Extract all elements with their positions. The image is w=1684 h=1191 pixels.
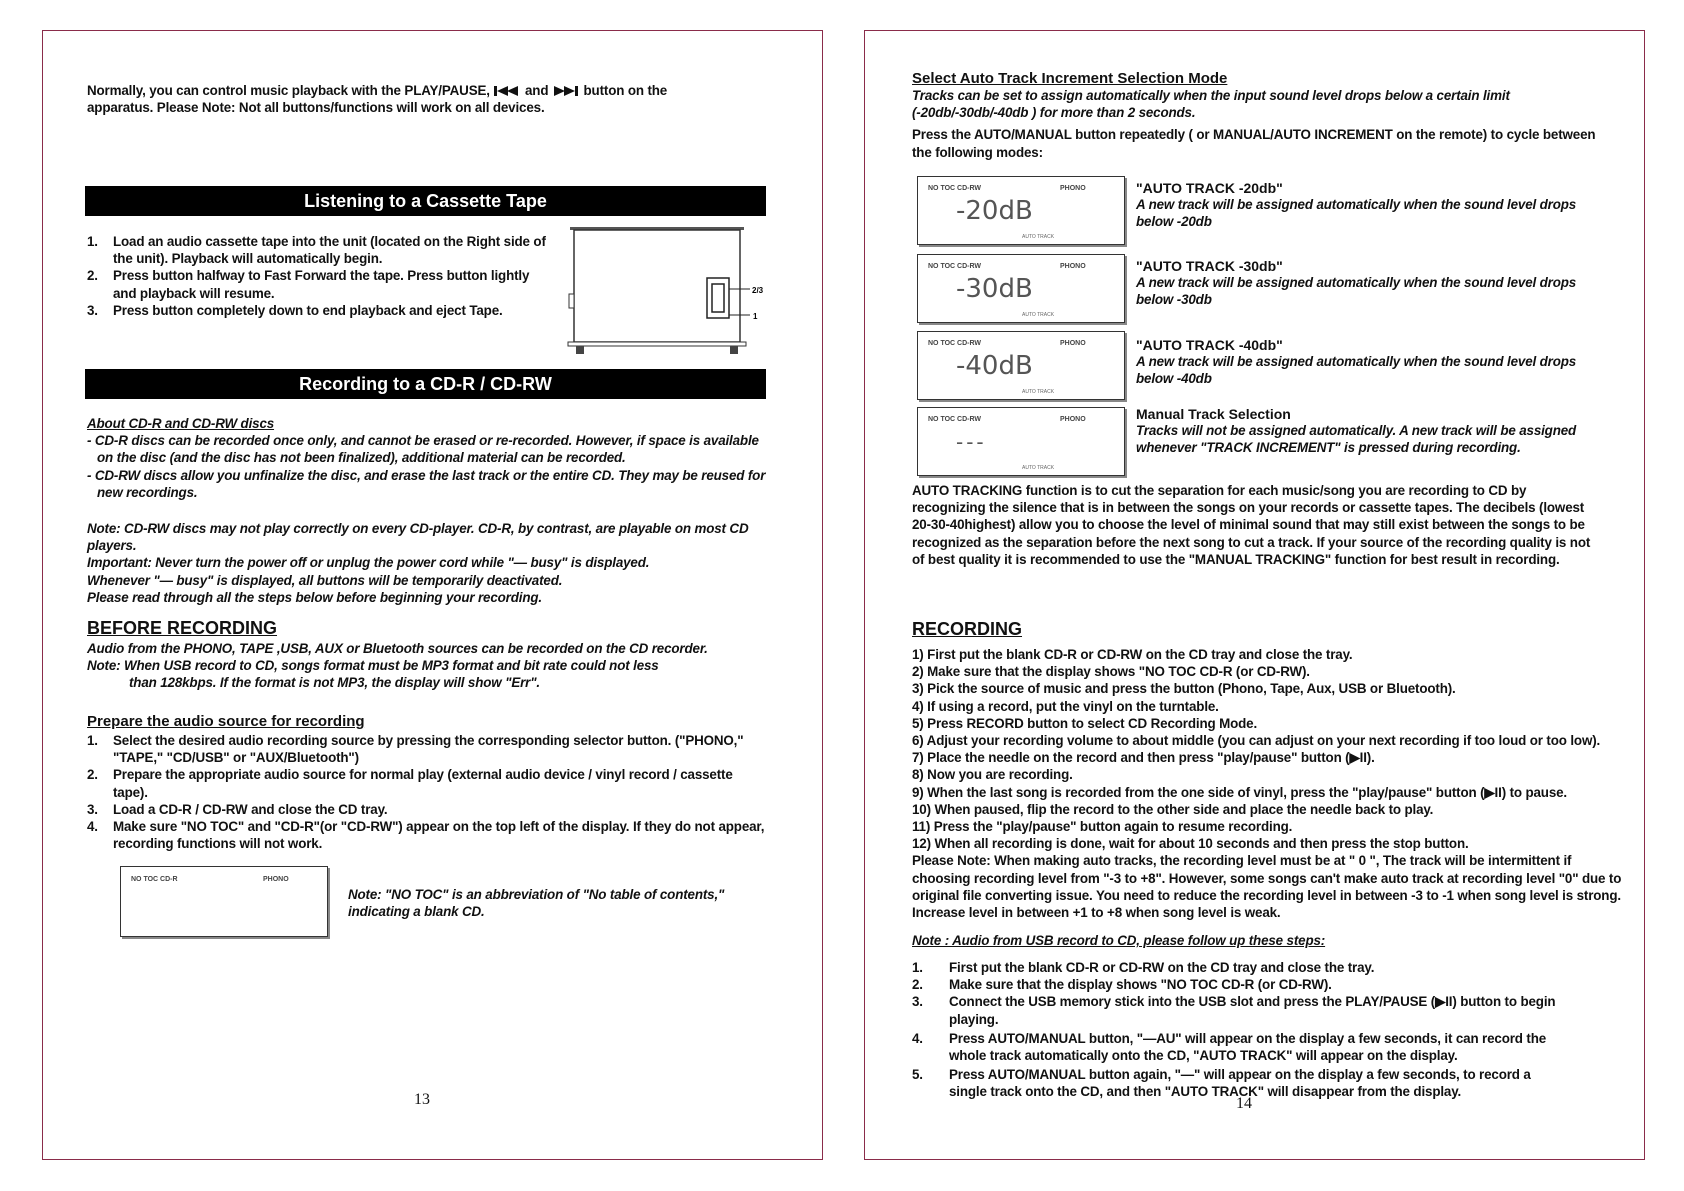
- before-line-2: Note: When USB record to CD, songs format must be MP3 format and bit rate could not less: [87, 658, 659, 674]
- page-number-13: 13: [414, 1091, 430, 1108]
- list-item: 11) Press the "play/pause" button again to resume recording.: [912, 819, 1293, 835]
- please-read-line: Please read through all the steps below before beginning your recording.: [87, 589, 542, 605]
- about-heading: About CD-R and CD-RW discs: [87, 416, 275, 431]
- lcd-display-30db: NO TOC CD-RW PHONO -30dB AUTO TRACK: [917, 254, 1125, 323]
- list-item: 3. Connect the USB memory stick into the USB slot and press the PLAY/PAUSE (▶II) button to begin playing.: [912, 994, 1556, 1027]
- label-2-3: 2/3: [752, 286, 764, 295]
- before-line-1: Audio from the PHONO, TAPE ,USB, AUX or Bluetooth sources can be recorded on the CD recorder.: [87, 641, 708, 656]
- before-recording-heading: BEFORE RECORDING: [87, 618, 278, 638]
- list-item: 4. Make sure "NO TOC" and "CD-R"(or "CD-RW") appear on the top left of the display. If they do not appear, recording functions will not work.: [87, 819, 765, 852]
- intro-line-1: Normally, you can control music playback with the PLAY/PAUSE, and button on the: [87, 83, 668, 98]
- mode-20db: "AUTO TRACK -20db" A new track will be assigned automatically when the sound level drops below -20db: [1136, 180, 1577, 230]
- usb-steps: [912, 959, 1572, 1101]
- notes-section: [87, 520, 767, 606]
- intro-line-2: apparatus. Please Note: Not all buttons/functions will work on all devices.: [87, 100, 545, 116]
- label-1: 1: [753, 312, 758, 321]
- intro-paragraph: [87, 82, 767, 116]
- page-number-14: 14: [1236, 1095, 1252, 1112]
- list-item: 10) When paused, flip the record to the other side and place the needle back to play.: [912, 801, 1434, 817]
- list-item: 3. Load a CD-R / CD-RW and close the CD tray.: [87, 801, 388, 817]
- skip-forward-icon: [552, 85, 580, 97]
- lcd-display-20db: NO TOC CD-RW PHONO -20dB AUTO TRACK: [917, 176, 1125, 245]
- list-item: 9) When the last song is recorded from the one side of vinyl, press the "play/pause" button (▶II) to pause.: [912, 784, 1568, 800]
- cassette-unit-illustration: [562, 222, 774, 360]
- skip-back-icon: [493, 85, 521, 97]
- list-item: 1) First put the blank CD-R or CD-RW on the CD tray and close the tray.: [912, 647, 1353, 662]
- list-item: 8) Now you are recording.: [912, 767, 1073, 783]
- display-notoc: NO TOC CD-R PHONO: [120, 866, 328, 937]
- list-item: 3. Press button completely down to end playback and eject Tape.: [87, 302, 503, 318]
- mode-manual: Manual Track Selection Tracks will not be assigned automatically. A new track will be assigned whenever "TRACK INCREMENT" is pressed during recording.: [1136, 406, 1577, 456]
- toc-note: Note: "NO TOC" is an abbreviation of "No table of contents," indicating a blank CD.: [348, 887, 725, 920]
- list-item: 5. Press AUTO/MANUAL button again, "—" will appear on the display a few seconds, to record a single track onto the CD, and then "AUTO TRACK" will disappear from the display.: [912, 1067, 1531, 1100]
- select-auto-track-section: [912, 70, 1602, 161]
- list-item: 4) If using a record, put the vinyl on the turntable.: [912, 698, 1219, 714]
- about-cd-section: [87, 415, 767, 501]
- list-item: 5) Press RECORD button to select CD Recording Mode.: [912, 715, 1258, 731]
- cassette-banner: Listening to a Cassette Tape: [85, 186, 766, 216]
- list-item: 6) Adjust your recording volume to about middle (you can adjust on your next recording if too loud or too low).: [912, 733, 1601, 749]
- auto-tracking-text: AUTO TRACKING function is to cut the separation for each music/song you are recording to CD by recognizing the silence that is in between the songs on your records or cassette tapes. The decibels (lowest 20-30-40highest) allow you to choose the level of minimal sound that may still exist between the songs to be recognized as the separation before the next song to cut a track. If your source of the recording quality is not of best quality it is recommended to use the "MANUAL TRACKING" function for best result in recording.: [912, 483, 1591, 567]
- whenever-line: Whenever "— busy" is displayed, all buttons will be temporarily deactivated.: [87, 572, 563, 588]
- list-item: 2. Press button halfway to Fast Forward the tape. Press button lightly and playback will resume.: [87, 268, 530, 301]
- select-heading: Select Auto Track Increment Selection Mode: [912, 70, 1228, 87]
- list-item: 1. First put the blank CD-R or CD-RW on the CD tray and close the tray.: [912, 960, 1375, 975]
- list-item: 2. Prepare the appropriate audio source for normal play (external audio device / vinyl record / cassette tape).: [87, 767, 733, 800]
- list-item: 4. Press AUTO/MANUAL button, "—AU" will appear on the display a few seconds, it can record the whole track automatically onto the CD, "AUTO TRACK" will appear on the display.: [912, 1030, 1547, 1064]
- list-item: 2. Make sure that the display shows "NO TOC CD-R (or CD-RW).: [912, 977, 1332, 993]
- about-line-2: - CD-RW discs allow you unfinalize the disc, and erase the last track or the entire CD. They may be reused for new recordings.: [87, 467, 766, 500]
- please-note: Please Note: When making auto tracks, the recording level must be at " 0 ", The track will be intermittent if choosing recording level from "-3 to +8". However, some songs can't make auto track at recording level "0" due to original file converting issue. You need to reduce the recording level in between -3 to -1 when song level is strong. Increase level in between +1 to +8 when song level is weak.: [912, 853, 1622, 921]
- note-line: Note: CD-RW discs may not play correctly on every CD-player. CD-R, by contrast, are playable on most CD players.: [87, 521, 749, 554]
- lcd-display-40db: NO TOC CD-RW PHONO -40dB AUTO TRACK: [917, 331, 1125, 400]
- before-line-3: than 128kbps. If the format is not MP3, the display will show "Err".: [129, 675, 540, 691]
- list-item: 1. Select the desired audio recording source by pressing the corresponding selector button. ("PHONO," "TAPE," "CD/USB" or "AUX/Bluetooth"): [87, 733, 744, 766]
- recording-steps: [912, 646, 1632, 921]
- prepare-heading: Prepare the audio source for recording: [87, 713, 365, 730]
- recording-banner: Recording to a CD-R / CD-RW: [85, 369, 766, 399]
- prepare-steps: [87, 732, 767, 852]
- press-text: Press the AUTO/MANUAL button repeatedly ( or MANUAL/AUTO INCREMENT on the remote) to cycle between the following modes:: [912, 127, 1596, 160]
- select-italic: Tracks can be set to assign automatically when the input sound level drops below a certain limit (-20db/-30db/-40db ) for more than 2 seconds.: [912, 88, 1510, 121]
- usb-note-heading: Note : Audio from USB record to CD, please follow up these steps:: [912, 933, 1326, 948]
- recording-heading: RECORDING: [912, 619, 1023, 639]
- list-item: 3) Pick the source of music and press the button (Phono, Tape, Aux, USB or Bluetooth).: [912, 681, 1456, 697]
- cassette-steps: [87, 233, 547, 319]
- list-item: 12) When all recording is done, wait for about 10 seconds and then press the stop button.: [912, 836, 1469, 852]
- list-item: 2) Make sure that the display shows "NO TOC CD-R (or CD-RW).: [912, 664, 1310, 680]
- list-item: 1. Load an audio cassette tape into the unit (located on the Right side of the unit). Playback will automatically begin.: [87, 234, 546, 267]
- important-line: Important: Never turn the power off or unplug the power cord while "— busy" is displayed.: [87, 555, 650, 571]
- about-line-1: - CD-R discs can be recorded once only, and cannot be erased or re-recorded. However, if space is available on the disc (and the disc has not been finalized), additional material can be recorded.: [87, 433, 759, 466]
- mode-40db: "AUTO TRACK -40db" A new track will be assigned automatically when the sound level drops below -40db: [1136, 337, 1577, 387]
- before-recording-text: [87, 640, 777, 692]
- list-item: 7) Place the needle on the record and then press "play/pause" button (▶II).: [912, 750, 1375, 766]
- mode-30db: "AUTO TRACK -30db" A new track will be assigned automatically when the sound level drops below -30db: [1136, 258, 1577, 308]
- lcd-display-manual: NO TOC CD-RW PHONO --- AUTO TRACK: [917, 407, 1125, 476]
